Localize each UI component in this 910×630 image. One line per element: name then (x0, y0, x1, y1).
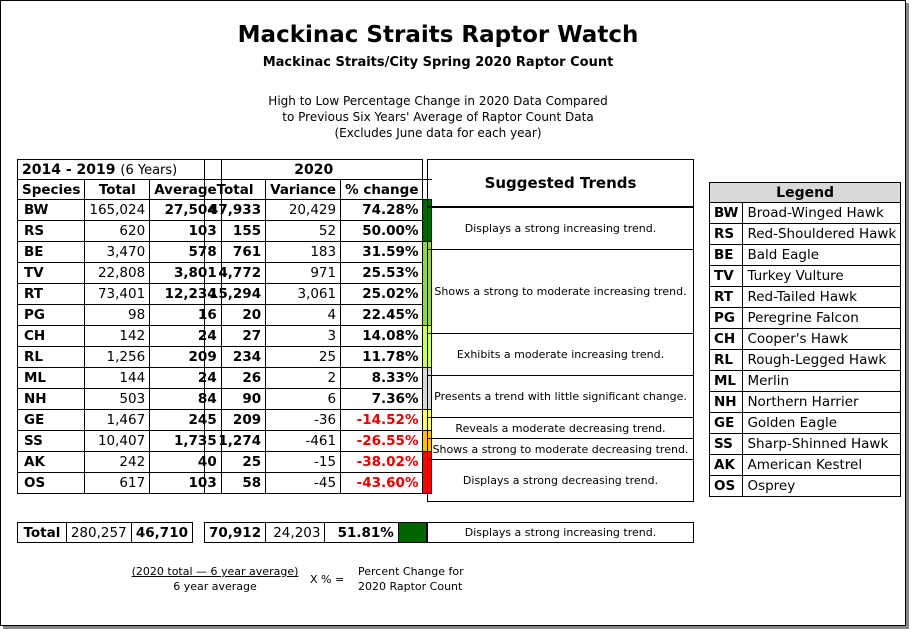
prev-total-cell: 617 (85, 473, 150, 494)
formula-result-line: 2020 Raptor Count (358, 580, 463, 593)
percent-change-cell: 22.45% (341, 305, 423, 326)
legend-name: Sharp-Shinned Hawk (743, 434, 901, 455)
legend-code: PG (710, 308, 743, 329)
average-cell: 40 (150, 452, 222, 473)
legend-code: GE (710, 413, 743, 434)
suggested-trends-heading: Suggested Trends (427, 159, 694, 207)
legend-code: AK (710, 455, 743, 476)
prev-years-heading (18, 160, 222, 180)
year-2020-heading: 2020 (205, 160, 423, 180)
description (0, 93, 876, 141)
legend-code: ML (710, 371, 743, 392)
table-row (18, 200, 222, 221)
prev-total-cell: 10,407 (85, 431, 150, 452)
table-row (18, 284, 222, 305)
legend-name: Broad-Winged Hawk (743, 203, 901, 224)
total-average: 46,710 (131, 523, 192, 543)
percent-change-cell: 31.59% (341, 242, 423, 263)
legend-name: Osprey (743, 476, 901, 497)
legend-name: Peregrine Falcon (743, 308, 901, 329)
total-2020-cell: 1,274 (205, 431, 266, 452)
average-cell: 103 (150, 473, 222, 494)
variance-cell: 25 (266, 347, 341, 368)
description-line: High to Low Percentage Change in 2020 Data Compared (268, 94, 608, 108)
legend-row (710, 203, 901, 224)
legend-row (710, 224, 901, 245)
legend-heading: Legend (710, 183, 901, 203)
variance-cell: -45 (266, 473, 341, 494)
year-2020-table (204, 159, 432, 494)
trend-row (428, 250, 694, 334)
species-code: RS (18, 221, 85, 242)
total-change: 51.81% (325, 523, 398, 543)
legend-row (710, 350, 901, 371)
variance-cell: 3,061 (266, 284, 341, 305)
percent-change-cell: 14.08% (341, 326, 423, 347)
variance-cell: 2 (266, 368, 341, 389)
suggested-trends-table (427, 207, 694, 502)
legend-table (709, 182, 901, 497)
legend-row (710, 245, 901, 266)
total-2020-cell: 761 (205, 242, 266, 263)
page-title: Mackinac Straits Raptor Watch (237, 22, 639, 48)
total-trend-swatch (398, 523, 426, 543)
total-2020-cell: 26 (205, 368, 266, 389)
total-prev-total: 280,257 (66, 523, 131, 543)
col-variance: Variance (266, 180, 341, 200)
total-2020-cell: 15,294 (205, 284, 266, 305)
species-code: RT (18, 284, 85, 305)
average-cell: 578 (150, 242, 222, 263)
col-prev-total: Total (85, 180, 150, 200)
legend-name: Turkey Vulture (743, 266, 901, 287)
col-average: Average (150, 180, 222, 200)
legend-row (710, 371, 901, 392)
average-cell: 209 (150, 347, 222, 368)
trend-row (428, 208, 694, 250)
trend-text: Displays a strong decreasing trend. (428, 460, 694, 502)
average-cell: 24 (150, 368, 222, 389)
legend-row (710, 266, 901, 287)
prev-total-cell: 98 (85, 305, 150, 326)
average-cell: 27,504 (150, 200, 222, 221)
formula-denominator: 6 year average (173, 580, 257, 593)
table-row (205, 263, 432, 284)
legend-code: RL (710, 350, 743, 371)
total-2020-cell: 27 (205, 326, 266, 347)
percent-change-cell: 74.28% (341, 200, 423, 221)
variance-cell: -36 (266, 410, 341, 431)
percent-change-cell: -38.02% (341, 452, 423, 473)
legend-row (710, 455, 901, 476)
total-trend-text: Displays a strong increasing trend. (428, 523, 694, 543)
species-code: OS (18, 473, 85, 494)
prev-total-cell: 144 (85, 368, 150, 389)
col-percent-change: % change (341, 180, 423, 200)
table-row (18, 410, 222, 431)
species-code: NH (18, 389, 85, 410)
table-row (18, 221, 222, 242)
percent-change-cell: 8.33% (341, 368, 423, 389)
table-row (18, 452, 222, 473)
formula-result (358, 564, 464, 594)
trend-text: Exhibits a moderate increasing trend. (428, 334, 694, 376)
legend-row (710, 476, 901, 497)
legend-row (710, 287, 901, 308)
legend-name: Cooper's Hawk (743, 329, 901, 350)
total-trend-table (427, 522, 694, 543)
total-2020-cell: 58 (205, 473, 266, 494)
species-code: ML (18, 368, 85, 389)
total-2020-row-table (204, 522, 427, 543)
variance-cell: -15 (266, 452, 341, 473)
legend-name: Northern Harrier (743, 392, 901, 413)
species-code: SS (18, 431, 85, 452)
legend-name: Red-Shouldered Hawk (743, 224, 901, 245)
variance-cell: 52 (266, 221, 341, 242)
legend-code: BE (710, 245, 743, 266)
species-code: BE (18, 242, 85, 263)
legend-code: SS (710, 434, 743, 455)
table-row (18, 242, 222, 263)
prev-total-cell: 620 (85, 221, 150, 242)
legend-row (710, 434, 901, 455)
legend-row (710, 392, 901, 413)
species-code: RL (18, 347, 85, 368)
legend-name: Golden Eagle (743, 413, 901, 434)
table-row (205, 200, 432, 221)
prev-total-row-table (17, 522, 193, 543)
table-row (205, 347, 432, 368)
total-2020-cell: 90 (205, 389, 266, 410)
legend-name: Bald Eagle (743, 245, 901, 266)
average-cell: 103 (150, 221, 222, 242)
legend-code: TV (710, 266, 743, 287)
table-row (205, 305, 432, 326)
table-row (205, 368, 432, 389)
percent-change-cell: 25.53% (341, 263, 423, 284)
legend-name: Red-Tailed Hawk (743, 287, 901, 308)
prev-total-cell: 1,467 (85, 410, 150, 431)
total-variance: 24,203 (266, 523, 325, 543)
percent-change-cell: -14.52% (341, 410, 423, 431)
table-row (18, 473, 222, 494)
legend-row (710, 308, 901, 329)
variance-cell: 183 (266, 242, 341, 263)
total-2020-cell: 25 (205, 452, 266, 473)
trend-row (428, 334, 694, 376)
variance-cell: 971 (266, 263, 341, 284)
formula-operator: X % = (310, 573, 345, 586)
table-row (18, 368, 222, 389)
trend-row (428, 418, 694, 439)
species-code: TV (18, 263, 85, 284)
prev-total-cell: 3,470 (85, 242, 150, 263)
table-row (18, 431, 222, 452)
average-cell: 12,234 (150, 284, 222, 305)
average-cell: 24 (150, 326, 222, 347)
variance-cell: 20,429 (266, 200, 341, 221)
legend-code: CH (710, 329, 743, 350)
average-cell: 3,801 (150, 263, 222, 284)
table-row (205, 473, 432, 494)
table-row (205, 326, 432, 347)
table-row (18, 389, 222, 410)
percent-change-cell: 11.78% (341, 347, 423, 368)
table-row (18, 326, 222, 347)
prev-total-cell: 242 (85, 452, 150, 473)
species-code: CH (18, 326, 85, 347)
legend-code: NH (710, 392, 743, 413)
legend-code: RS (710, 224, 743, 245)
formula-fraction (130, 564, 300, 594)
average-cell: 84 (150, 389, 222, 410)
total-2020-cell: 47,933 (205, 200, 266, 221)
page-subtitle: Mackinac Straits/City Spring 2020 Raptor Count (262, 55, 614, 70)
trend-text: Displays a strong increasing trend. (428, 208, 694, 250)
prev-years-range: 2014 - 2019 (22, 161, 116, 178)
variance-cell: -461 (266, 431, 341, 452)
col-2020-total: Total (205, 180, 266, 200)
table-row (205, 284, 432, 305)
prev-years-table (17, 159, 222, 494)
trend-row (428, 439, 694, 460)
trend-text: Shows a strong to moderate decreasing trend. (428, 439, 694, 460)
legend-name: Merlin (743, 371, 901, 392)
table-row (205, 389, 432, 410)
prev-total-cell: 165,024 (85, 200, 150, 221)
total-2020-total: 70,912 (205, 523, 266, 543)
prev-years-note: (6 Years) (120, 162, 178, 178)
variance-cell: 6 (266, 389, 341, 410)
legend-name: American Kestrel (743, 455, 901, 476)
total-2020-cell: 234 (205, 347, 266, 368)
prev-total-cell: 1,256 (85, 347, 150, 368)
total-2020-cell: 155 (205, 221, 266, 242)
legend-code: OS (710, 476, 743, 497)
table-row (18, 347, 222, 368)
total-2020-cell: 4,772 (205, 263, 266, 284)
prev-total-cell: 142 (85, 326, 150, 347)
percent-change-cell: 25.02% (341, 284, 423, 305)
table-row (205, 242, 432, 263)
variance-cell: 4 (266, 305, 341, 326)
species-code: PG (18, 305, 85, 326)
species-code: AK (18, 452, 85, 473)
legend-row (710, 329, 901, 350)
percent-change-cell: 7.36% (341, 389, 423, 410)
trend-row (428, 376, 694, 418)
average-cell: 245 (150, 410, 222, 431)
formula-result-line: Percent Change for (358, 565, 464, 578)
trend-text: Reveals a moderate decreasing trend. (428, 418, 694, 439)
percent-change-cell: -26.55% (341, 431, 423, 452)
species-code: BW (18, 200, 85, 221)
legend-code: RT (710, 287, 743, 308)
species-code: GE (18, 410, 85, 431)
table-row (205, 452, 432, 473)
table-row (18, 305, 222, 326)
description-line: to Previous Six Years' Average of Raptor Count Data (282, 110, 594, 124)
formula-numerator: (2020 total — 6 year average) (131, 565, 299, 578)
table-row (205, 431, 432, 452)
prev-total-cell: 22,808 (85, 263, 150, 284)
variance-cell: 3 (266, 326, 341, 347)
percent-change-cell: -43.60% (341, 473, 423, 494)
table-row (205, 221, 432, 242)
legend-code: BW (710, 203, 743, 224)
total-2020-cell: 209 (205, 410, 266, 431)
table-row (205, 410, 432, 431)
legend-row (710, 413, 901, 434)
trend-text: Shows a strong to moderate increasing trend. (428, 250, 694, 334)
prev-total-cell: 503 (85, 389, 150, 410)
trend-text: Presents a trend with little significant change. (428, 376, 694, 418)
prev-total-cell: 73,401 (85, 284, 150, 305)
table-row (18, 263, 222, 284)
average-cell: 1,735 (150, 431, 222, 452)
legend-name: Rough-Legged Hawk (743, 350, 901, 371)
percent-change-cell: 50.00% (341, 221, 423, 242)
trend-row (428, 460, 694, 502)
average-cell: 16 (150, 305, 222, 326)
col-species: Species (18, 180, 85, 200)
description-line: (Excludes June data for each year) (334, 126, 542, 140)
total-label: Total (18, 523, 67, 543)
total-2020-cell: 20 (205, 305, 266, 326)
